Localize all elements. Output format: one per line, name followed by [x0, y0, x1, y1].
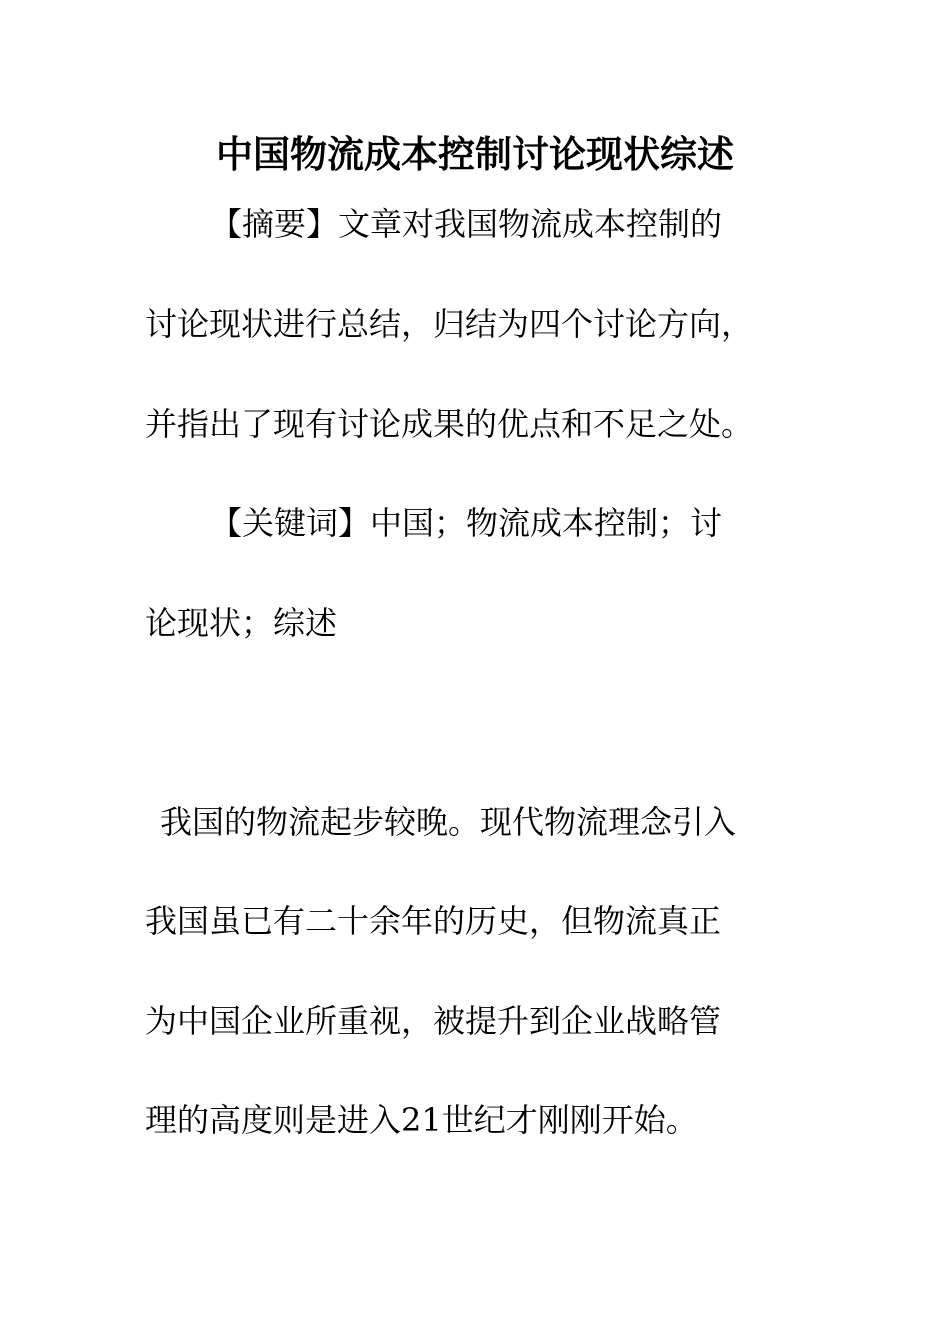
body-line-4: 理的高度则是进入21世纪才刚刚开始。: [145, 1101, 698, 1139]
body-line-2: 我国虽已有二十余年的历史，但物流真正: [145, 902, 722, 940]
abstract-line-3: 并指出了现有讨论成果的优点和不足之处。: [145, 405, 754, 443]
keywords-line-1: 【关键词】中国；物流成本控制；讨: [210, 504, 723, 542]
body-line-3: 为中国企业所重视，被提升到企业战略管: [145, 1002, 722, 1040]
abstract-line-2: 讨论现状进行总结，归结为四个讨论方向，: [145, 305, 754, 343]
keywords-line-2: 论现状；综述: [145, 604, 338, 642]
abstract-line-1: 【摘要】文章对我国物流成本控制的: [210, 205, 723, 243]
body-line-1: 我国的物流起步较晚。现代物流理念引入: [160, 803, 737, 841]
document-title: 中国物流成本控制讨论现状综述: [216, 132, 734, 176]
